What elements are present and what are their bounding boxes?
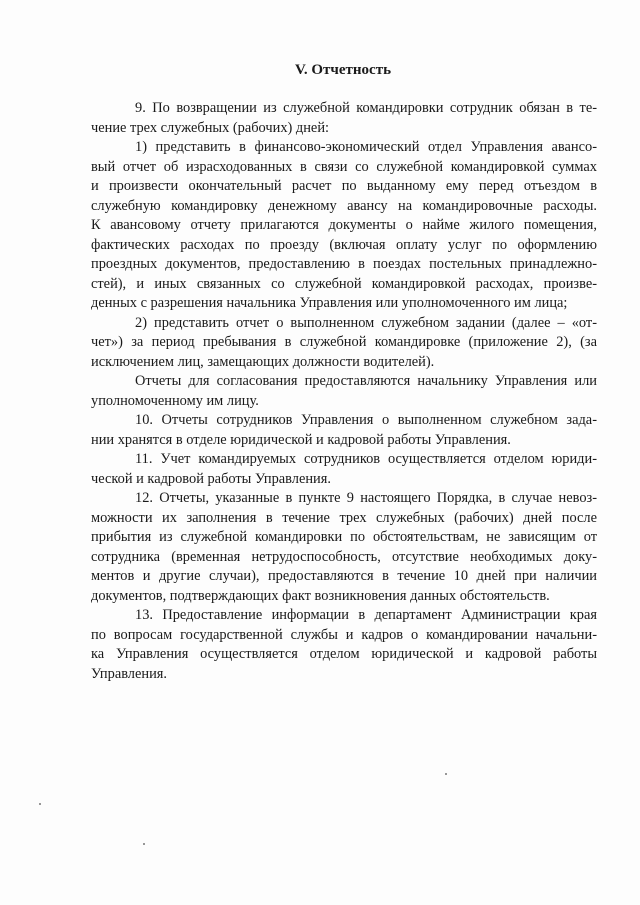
text-line: ка Управления осуществляется отделом юридической и кадровой работы: [91, 646, 597, 662]
scan-speck: [143, 843, 145, 845]
text-line: прибытия из служебной командировки по обстоятельствам, не зависящим от: [91, 529, 597, 545]
text-line: нии хранятся в отделе юридической и кадровой работы Управления.: [91, 431, 511, 448]
paragraph-9-item-1: [91, 138, 597, 314]
text-line: документов, подтверждающих факт возникновения данных обстоятельств.: [91, 587, 550, 604]
text-line: 11. Учет командируемых сотрудников осуществляется отделом юриди-: [135, 451, 597, 467]
text-line: 2) представить отчет о выполненном служебном задании (далее – «от-: [135, 314, 597, 331]
text-line: и произвести окончательный расчет по выданному ему перед отъездом в: [91, 178, 597, 194]
text-line: ментов и другие случаи), предоставляются в течение 10 дней при наличии: [91, 568, 597, 584]
text-line: 1) представить в финансово-экономический отдел Управления авансо-: [135, 139, 597, 155]
text-line: 10. Отчеты сотрудников Управления о выполненном служебном зада-: [135, 412, 597, 428]
text-line: стей), и иных связанных со служебной командировкой расходах, произве-: [91, 275, 597, 292]
text-line: по вопросам государственной службы и кадров о командировании начальни-: [91, 626, 597, 643]
text-line: 13. Предоставление информации в департамент Администрации края: [135, 607, 597, 623]
scan-speck: [39, 803, 41, 805]
text-line: исключением лиц, замещающих должности водителей).: [91, 353, 435, 370]
paragraph-12: [91, 489, 597, 606]
text-line: К авансовому отчету прилагаются документы о найме жилого помещения,: [91, 217, 597, 233]
text-line: можности их заполнения в течение трех служебных (рабочих) дней после: [91, 509, 597, 526]
text-line: ческой и кадровой работы Управления.: [91, 470, 331, 487]
text-line: уполномоченному им лицу.: [91, 392, 259, 409]
text-line: 9. По возвращении из служебной командировки сотрудник обязан в те-: [135, 100, 597, 116]
paragraph-9-note: [91, 372, 597, 411]
paragraph-10: [91, 411, 597, 450]
paragraph-9: [91, 99, 597, 138]
paragraph-11: [91, 450, 597, 489]
text-line: Отчеты для согласования предоставляются начальнику Управления или: [135, 373, 597, 389]
paragraph-9-item-2: [91, 314, 597, 373]
text-line: сотрудника (временная нетрудоспособность, отсутствие необходимых доку-: [91, 548, 597, 565]
text-line: денных с разрешения начальника Управления или уполномоченного им лица;: [91, 295, 568, 311]
text-line: Управления.: [91, 665, 167, 682]
scan-speck: [445, 773, 447, 775]
text-line: вый отчет об израсходованных в связи со служебной командировкой суммах: [91, 158, 597, 175]
document-body: [91, 99, 597, 684]
text-line: чение трех служебных (рабочих) дней:: [91, 119, 330, 136]
text-line: проездных документов, предоставлению в поездах постельных принадлежно-: [91, 256, 597, 272]
text-line: фактических расходах по проезду (включая оплату услуг по оформлению: [91, 236, 597, 253]
text-line: 12. Отчеты, указанные в пункте 9 настоящего Порядка, в случае невоз-: [135, 490, 597, 506]
text-line: служебную командировку денежному авансу на командировочные расходы.: [91, 197, 597, 214]
text-line: чет») за период пребывания в служебной командировке (приложение 2), (за: [91, 334, 597, 350]
section-heading: V. Отчетность: [294, 62, 392, 78]
paragraph-13: [91, 606, 597, 684]
